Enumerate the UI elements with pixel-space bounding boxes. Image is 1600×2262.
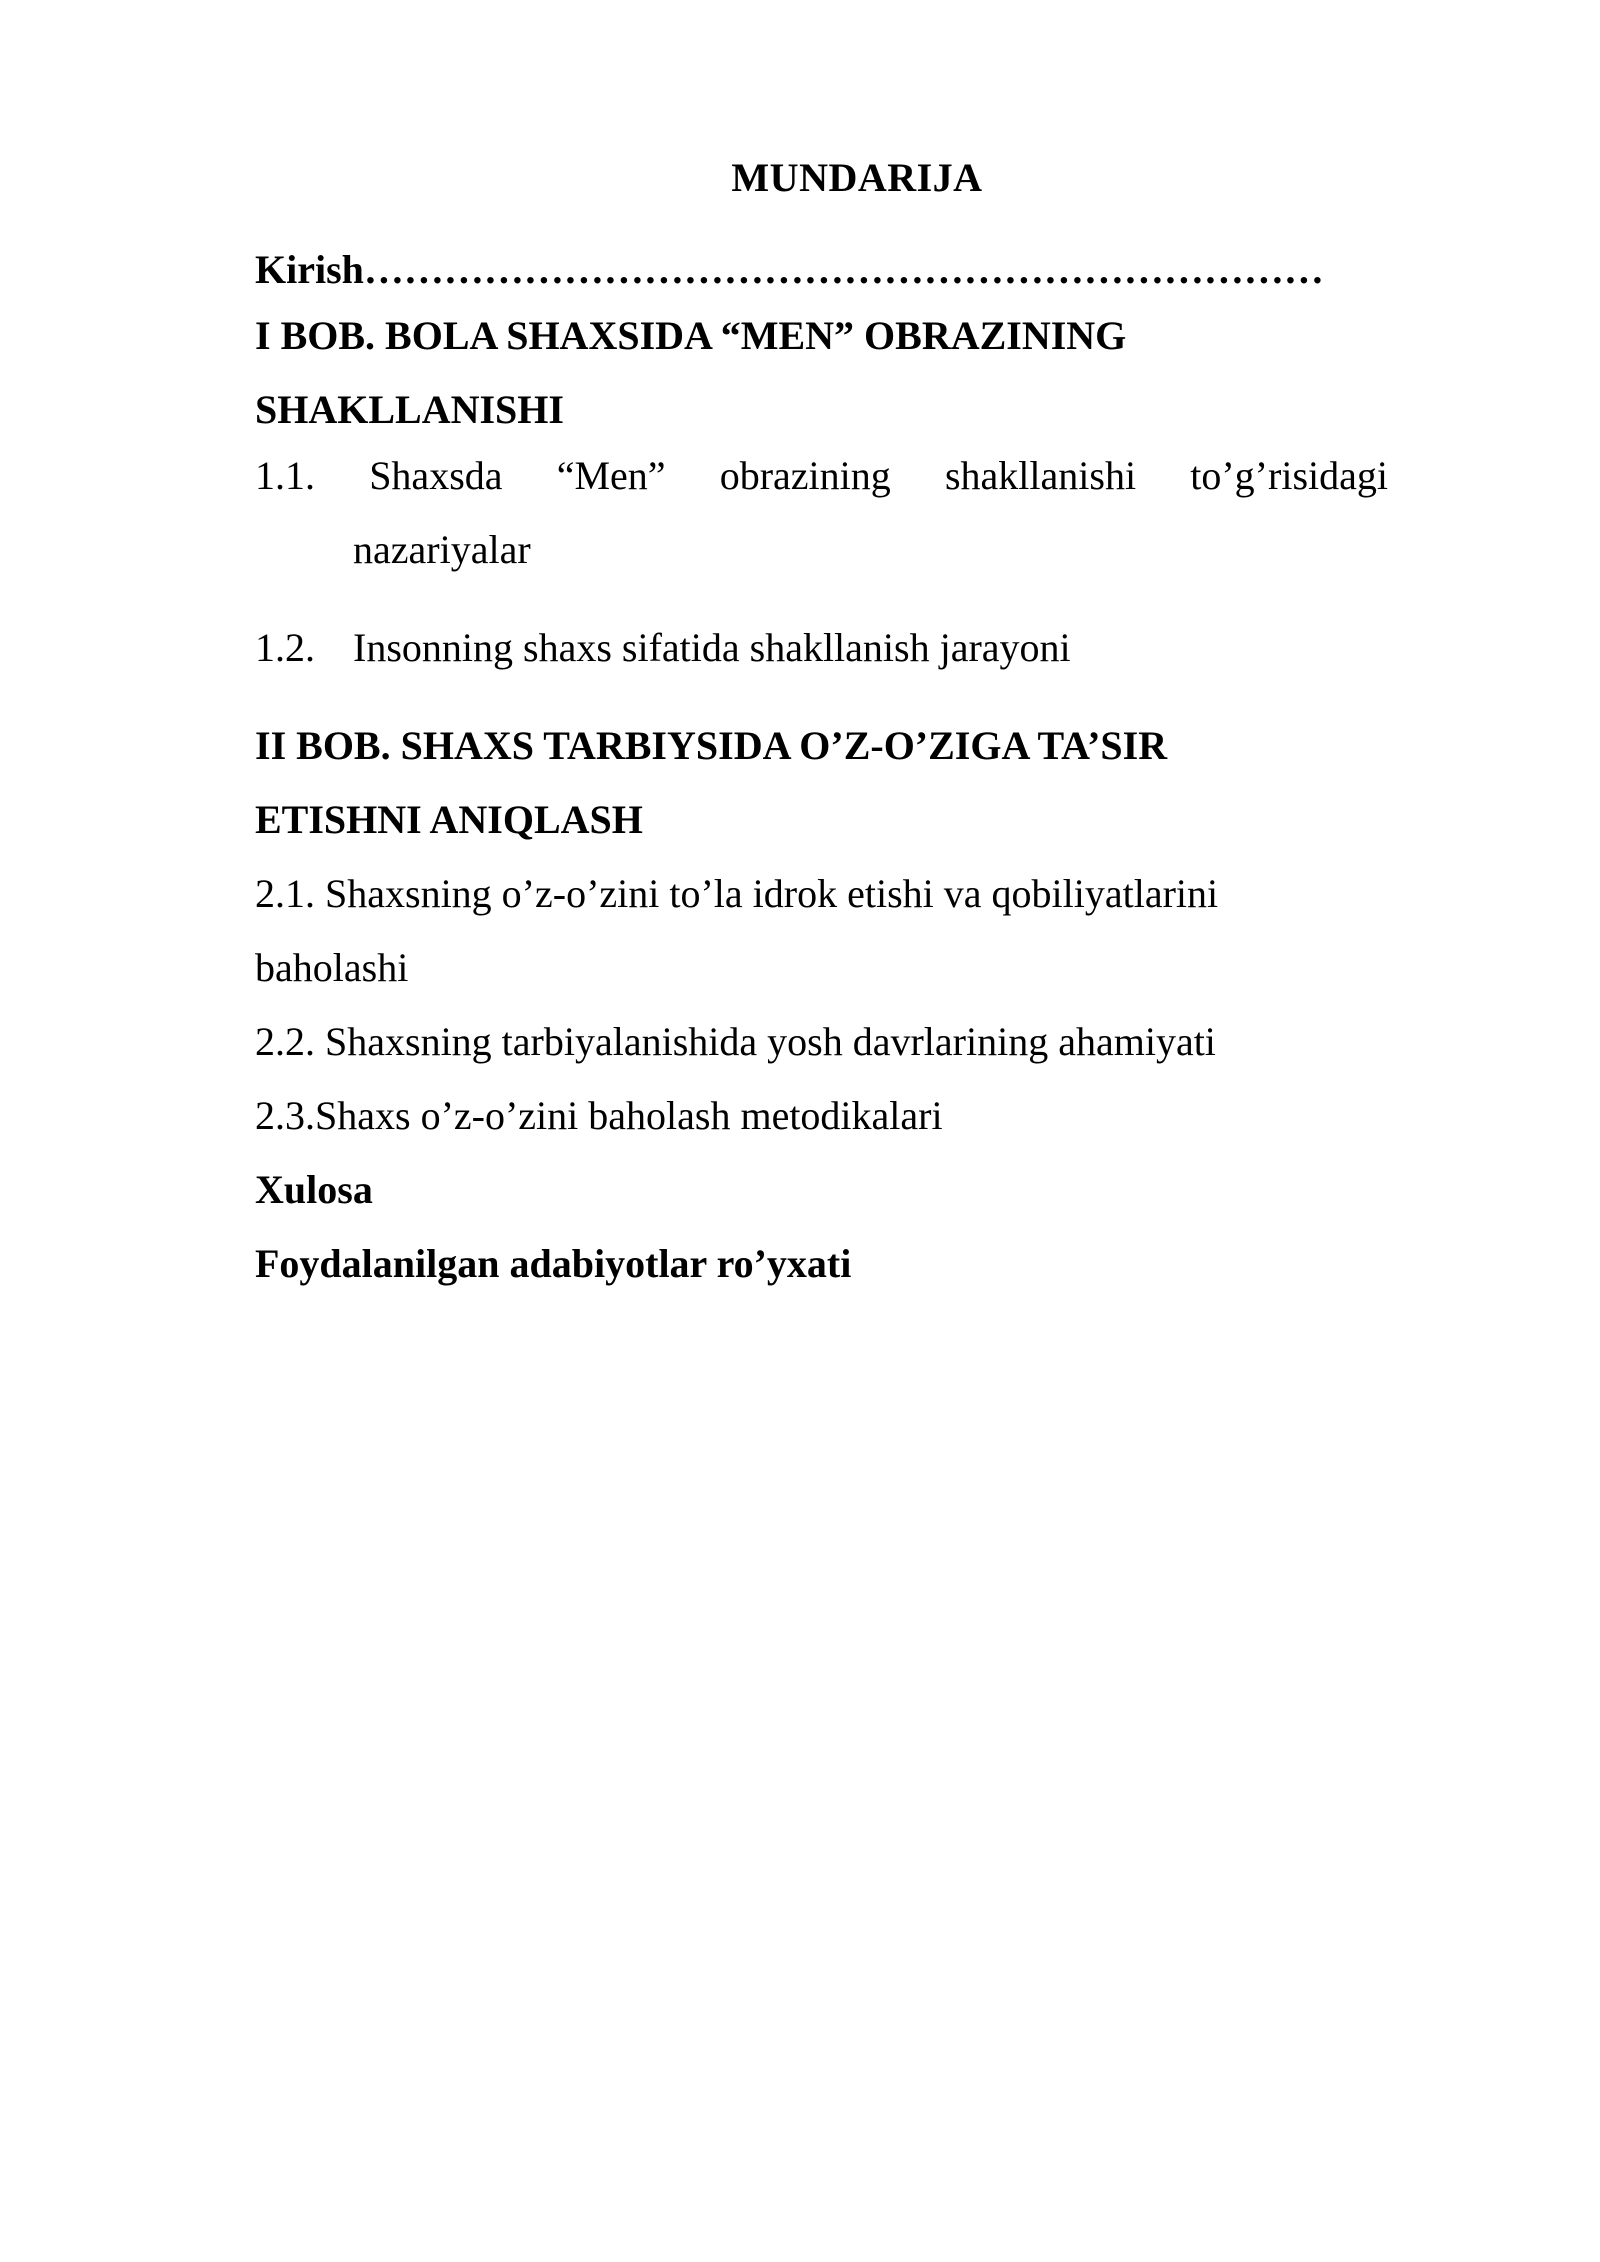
toc-entry-label: Kirish	[255, 247, 364, 292]
toc-chapter-1-line-2: SHAKLLANISHI	[255, 387, 564, 432]
toc-word: to’g’risidagi	[1190, 453, 1388, 498]
toc-section-2-1-line-1: 2.1. Shaxsning o’z-o’zini to’la idrok etishi va qobiliyatlarini	[255, 871, 1219, 916]
toc-chapter-2-line-1: II BOB. SHAXS TARBIYSIDA O’Z-O’ZIGA TA’SIR	[255, 723, 1168, 768]
toc-word: shakllanishi	[944, 453, 1137, 498]
toc-word: Shaxsda	[369, 453, 503, 498]
toc-section-2-1-line-2: baholashi	[255, 945, 409, 990]
toc-section-1-2	[255, 620, 1071, 676]
toc-chapter-2-line-2: ETISHNI ANIQLASH	[255, 797, 643, 842]
page-title: MUNDARIJA	[731, 155, 983, 200]
toc-entry-kirish	[255, 242, 1324, 298]
toc-word: obrazining	[719, 453, 891, 498]
toc-leader-dots: ………………………………………………………………	[363, 247, 1324, 292]
toc-section-2-2: 2.2. Shaxsning tarbiyalanishida yosh davrlarining ahamiyati	[255, 1019, 1216, 1064]
toc-entry-references: Foydalanilgan adabiyotlar ro’yxati	[255, 1241, 852, 1286]
toc-section-1-1-line-1	[255, 448, 1388, 504]
toc-entry-xulosa: Xulosa	[255, 1167, 373, 1212]
toc-section-text: Insonning shaxs sifatida shakllanish jarayoni	[353, 625, 1071, 670]
toc-section-number: 1.2.	[255, 625, 315, 670]
toc-section-1-1-line-2: nazariyalar	[353, 527, 531, 572]
toc-word: “Men”	[556, 453, 666, 498]
toc-chapter-1-line-1: I BOB. BOLA SHAXSIDA “MEN” OBRAZINING	[255, 313, 1127, 358]
toc-section-number: 1.1.	[255, 453, 315, 498]
toc-section-2-3: 2.3.Shaxs o’z-o’zini baholash metodikalari	[255, 1093, 943, 1138]
